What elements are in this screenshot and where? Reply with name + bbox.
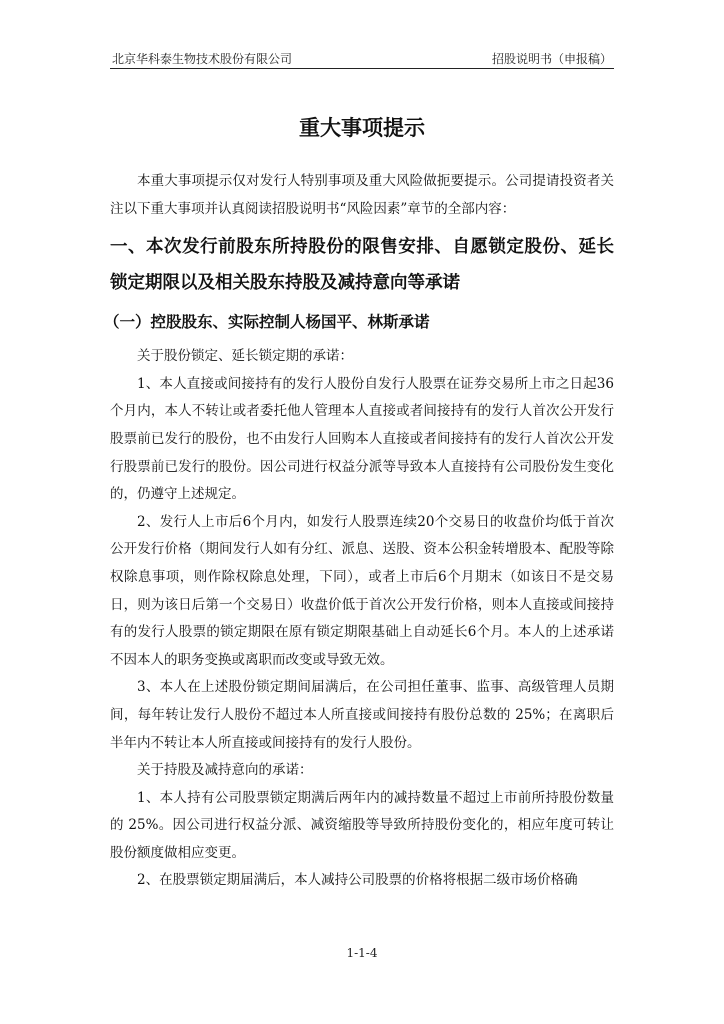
- page-header: [110, 48, 614, 68]
- header-divider: [110, 68, 614, 69]
- lockup-clause-3: 3、本人在上述股份锁定期间届满后，在公司担任董事、监事、高级管理人员期间，每年转让发行人股份不超过本人所直接或间接持有股份总数的 25%；在离职后半年内不转让本人所直接或间接持有的发行人股份。: [110, 679, 614, 751]
- subsection-1-heading: （一）控股股东、实际控制人杨国平、林斯承诺: [104, 313, 430, 332]
- reduction-commitment-label: 关于持股及减持意向的承诺：: [137, 762, 313, 779]
- intro-paragraph: 本重大事项提示仅对发行人特别事项及重大风险做扼要提示。公司提请投资者关注以下重大事项并认真阅读招股说明书“风险因素”章节的全部内容：: [110, 173, 614, 217]
- lockup-clause-2: 2、发行人上市后6个月内，如发行人股票连续20个交易日的收盘价均低于首次公开发行价格（期间发行人如有分红、派息、送股、资本公积金转增股本、配股等除权除息事项，则作除权除息处理，下同），或者上市后6个月期末（如该日不是交易日，则为该日后第一个交易日）收盘价低于首次公开发行价格，则本人直接或间接持有的发行人股票的锁定期限在原有锁定期限基础上自动延长6个月。本人的上述承诺不因本人的职务变换或离职而改变或导致无效。: [110, 513, 614, 668]
- lockup-clause-1: 1、本人直接或间接持有的发行人股份自发行人股票在证券交易所上市之日起36个月内，本人不转让或者委托他人管理本人直接或者间接持有的发行人首次公开发行股票前已发行的股份，也不由发行人回购本人直接或者间接持有的发行人首次公开发行股票前已发行的股份。因公司进行权益分派等导致本人直接持有公司股份发生变化的，仍遵守上述规定。: [110, 375, 614, 503]
- page-number: 1-1-4: [346, 946, 378, 960]
- section-1-heading: 一、本次发行前股东所持股份的限售安排、自愿锁定股份、延长锁定期限以及相关股东持股及减持意向等承诺: [110, 237, 614, 294]
- document-body: [104, 168, 614, 895]
- lockup-commitment-label: 关于股份锁定、延长锁定期的承诺：: [137, 348, 353, 365]
- reduction-clause-1: 1、本人持有公司股票锁定期满后两年内的减持数量不超过上市前所持股份数量的 25%。因公司进行权益分派、减资缩股等导致所持股份变化的，相应年度可转让股份额度做相应变更。: [110, 789, 614, 861]
- header-document-type: 招股说明书（申报稿）: [491, 52, 612, 66]
- page-title: 重大事项提示: [299, 116, 425, 140]
- header-company-name: 北京华科泰生物技术股份有限公司: [112, 52, 293, 66]
- reduction-clause-2: 2、在股票锁定期届满后，本人减持公司股票的价格将根据二级市场价格确: [137, 872, 578, 889]
